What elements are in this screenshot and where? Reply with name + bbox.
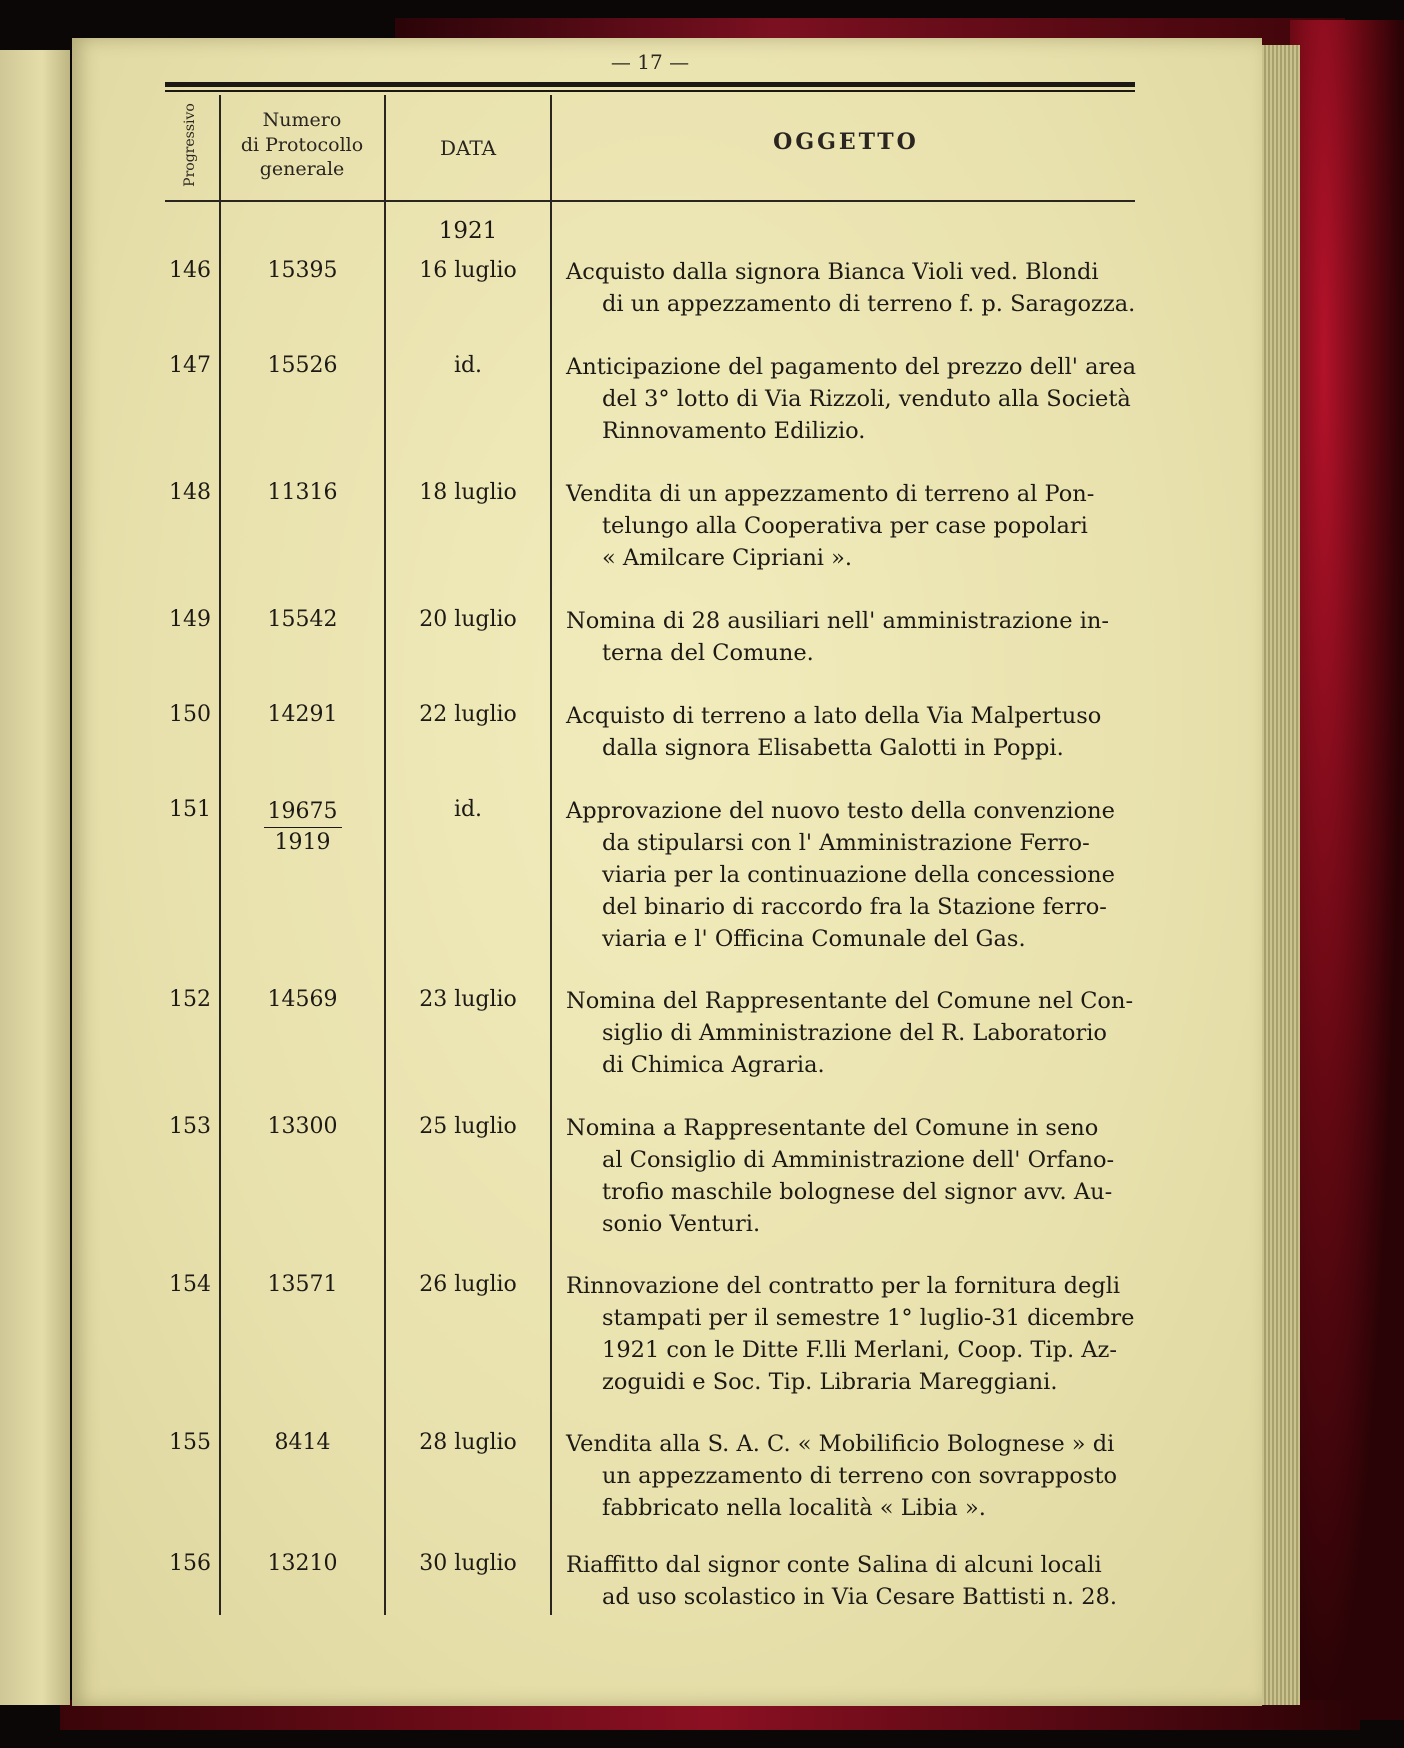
row-protocollo: 15526 bbox=[267, 353, 338, 378]
oggetto-line: Nomina a Rappresentante del Comune in seno bbox=[566, 1115, 1099, 1141]
header-progressivo: Progressivo bbox=[182, 103, 199, 187]
row-oggetto bbox=[566, 351, 1140, 447]
row-progressivo: 149 bbox=[169, 607, 211, 632]
header-numero: Numero di Protocollo generale bbox=[240, 109, 364, 181]
row-progressivo: 154 bbox=[169, 1272, 211, 1297]
oggetto-line: dalla signora Elisabetta Galotti in Poppi. bbox=[602, 735, 1064, 761]
oggetto-line: Acquisto dalla signora Bianca Violi ved. Blondi bbox=[566, 259, 1099, 285]
oggetto-line: del binario di raccordo fra la Stazione ferro- bbox=[602, 894, 1107, 920]
oggetto-line: Vendita di un appezzamento di terreno al Pon- bbox=[566, 481, 1095, 507]
oggetto-line: fabbricato nella località « Libia ». bbox=[602, 1495, 986, 1521]
page-number: — 17 — bbox=[610, 50, 690, 74]
row-progressivo: 147 bbox=[169, 353, 211, 378]
row-oggetto bbox=[566, 256, 1140, 320]
oggetto-line: da stipularsi con l' Amministrazione Ferro- bbox=[602, 830, 1090, 856]
row-protocollo: 14569 bbox=[267, 987, 338, 1012]
oggetto-line: del 3° lotto di Via Rizzoli, venduto alla Società bbox=[602, 386, 1131, 412]
row-oggetto bbox=[566, 478, 1140, 574]
oggetto-line: Vendita alla S. A. C. « Mobilificio Bolognese » di bbox=[566, 1431, 1115, 1457]
row-data: 22 luglio bbox=[419, 702, 517, 727]
oggetto-line: Nomina di 28 ausiliari nell' amministrazione in- bbox=[566, 608, 1110, 634]
year-label: 1921 bbox=[438, 218, 498, 244]
row-protocollo: 11316 bbox=[267, 480, 338, 505]
row-protocollo: 13571 bbox=[267, 1272, 338, 1297]
row-data: 20 luglio bbox=[419, 607, 517, 632]
oggetto-line: Nomina del Rappresentante del Comune nel Con- bbox=[566, 988, 1134, 1014]
row-data: id. bbox=[453, 797, 483, 822]
left-page-edge bbox=[0, 50, 70, 1705]
oggetto-line: al Consiglio di Amministrazione dell' Orfano- bbox=[602, 1147, 1115, 1173]
header-data: DATA bbox=[439, 136, 497, 160]
row-protocollo: 8414 bbox=[274, 1430, 331, 1455]
row-oggetto bbox=[566, 1112, 1140, 1240]
page-edges bbox=[1260, 45, 1300, 1705]
oggetto-line: viaria e l' Officina Comunale del Gas. bbox=[602, 926, 1026, 952]
oggetto-line: Rinnovazione del contratto per la fornitura degli bbox=[566, 1273, 1121, 1299]
row-protocollo: 15395 bbox=[267, 258, 338, 283]
protocollo-year: 1919 bbox=[274, 830, 331, 855]
row-progressivo: 150 bbox=[169, 702, 211, 727]
row-progressivo: 151 bbox=[169, 797, 211, 822]
oggetto-line: di un appezzamento di terreno f. p. Saragozza. bbox=[602, 291, 1136, 317]
oggetto-line: viaria per la continuazione della concessione bbox=[602, 862, 1115, 888]
row-data: 18 luglio bbox=[419, 480, 517, 505]
row-data: 25 luglio bbox=[419, 1114, 517, 1139]
row-oggetto bbox=[566, 795, 1140, 955]
row-oggetto bbox=[566, 1549, 1140, 1613]
oggetto-line: Riaffitto dal signor conte Salina di alcuni locali bbox=[566, 1552, 1102, 1578]
top-rule-thin bbox=[165, 90, 1135, 92]
row-progressivo: 146 bbox=[169, 258, 211, 283]
oggetto-line: stampati per il semestre 1° luglio-31 dicembre bbox=[602, 1305, 1135, 1331]
row-progressivo: 148 bbox=[169, 480, 211, 505]
row-protocollo: 14291 bbox=[267, 702, 338, 727]
oggetto-line: telungo alla Cooperativa per case popolari bbox=[602, 513, 1088, 539]
oggetto-line: trofio maschile bolognese del signor avv. Au- bbox=[602, 1179, 1113, 1205]
column-divider bbox=[550, 95, 552, 1615]
row-oggetto bbox=[566, 700, 1140, 764]
oggetto-line: sonio Venturi. bbox=[602, 1211, 761, 1237]
oggetto-line: terna del Comune. bbox=[602, 640, 814, 666]
row-progressivo: 156 bbox=[169, 1551, 211, 1576]
row-data: 26 luglio bbox=[419, 1272, 517, 1297]
row-oggetto bbox=[566, 1270, 1140, 1398]
row-data: id. bbox=[453, 353, 483, 378]
row-protocollo: 13300 bbox=[267, 1114, 338, 1139]
row-oggetto bbox=[566, 985, 1140, 1081]
oggetto-line: siglio di Amministrazione del R. Laboratorio bbox=[602, 1020, 1107, 1046]
book-cover-edge bbox=[1290, 20, 1404, 1720]
row-data: 30 luglio bbox=[419, 1551, 517, 1576]
header-oggetto: OGGETTO bbox=[773, 129, 919, 155]
protocollo-fraction bbox=[264, 797, 342, 858]
oggetto-line: Anticipazione del pagamento del prezzo dell' area bbox=[566, 354, 1137, 380]
oggetto-line: ad uso scolastico in Via Cesare Battisti n. 28. bbox=[602, 1584, 1118, 1610]
row-protocollo: 15542 bbox=[267, 607, 338, 632]
row-data: 23 luglio bbox=[419, 987, 517, 1012]
row-progressivo: 152 bbox=[169, 987, 211, 1012]
header-rule bbox=[165, 200, 1135, 202]
oggetto-line: zoguidi e Soc. Tip. Libraria Mareggiani. bbox=[602, 1369, 1058, 1395]
row-protocollo bbox=[220, 797, 385, 858]
oggetto-line: Rinnovamento Edilizio. bbox=[602, 418, 866, 444]
row-progressivo: 155 bbox=[169, 1430, 211, 1455]
top-rule bbox=[165, 82, 1135, 87]
row-protocollo: 13210 bbox=[267, 1551, 338, 1576]
row-oggetto bbox=[566, 605, 1140, 669]
oggetto-line: 1921 con le Ditte F.lli Merlani, Coop. Tip. Az- bbox=[602, 1337, 1117, 1363]
oggetto-line: « Amilcare Cipriani ». bbox=[602, 545, 853, 571]
row-data: 16 luglio bbox=[419, 258, 517, 283]
oggetto-line: un appezzamento di terreno con sovrapposto bbox=[602, 1463, 1118, 1489]
oggetto-line: di Chimica Agraria. bbox=[602, 1052, 825, 1078]
protocollo-number: 19675 bbox=[264, 797, 342, 828]
oggetto-line: Approvazione del nuovo testo della convenzione bbox=[566, 798, 1115, 824]
oggetto-line: Acquisto di terreno a lato della Via Malpertuso bbox=[566, 703, 1102, 729]
row-progressivo: 153 bbox=[169, 1114, 211, 1139]
row-oggetto bbox=[566, 1428, 1140, 1524]
row-data: 28 luglio bbox=[419, 1430, 517, 1455]
